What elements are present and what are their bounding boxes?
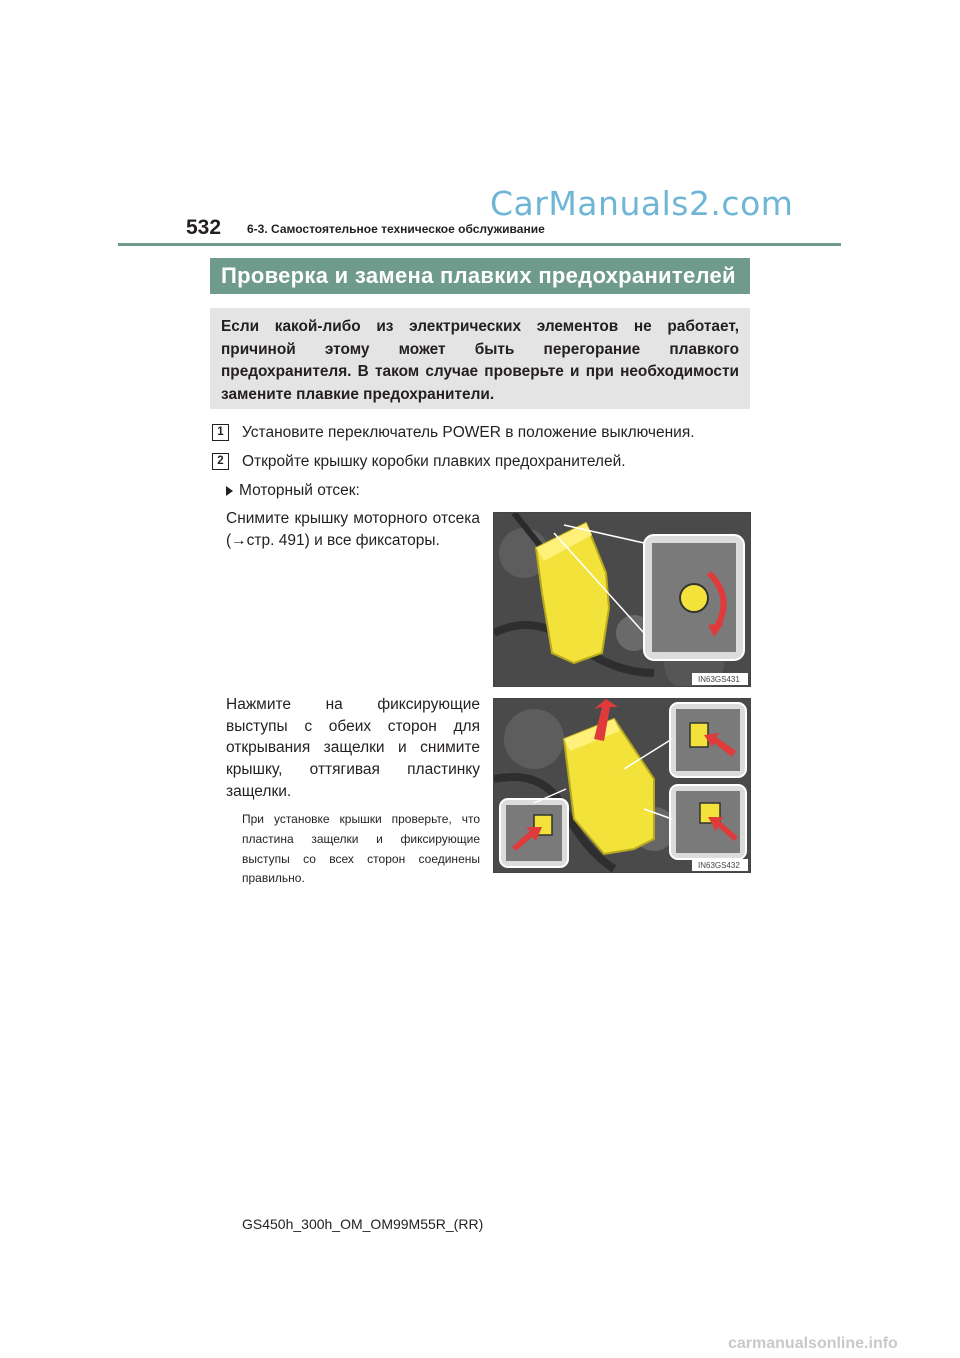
engine-compartment-image-1 — [493, 512, 751, 687]
intro-box: Если какой-либо из электрических элементов не работает, причиной этому может быть перегорание плавкого предохранителя. В таком случае проверьте и при необходимости замените плавкие предохранители. — [210, 308, 750, 409]
triangle-bullet-icon — [226, 486, 233, 496]
page-title: Проверка и замена плавких предохранителей — [210, 258, 750, 294]
image-code-label-1: IN63GS431 — [698, 675, 740, 684]
header-divider — [118, 243, 841, 246]
bullet-engine-compartment — [226, 482, 360, 500]
step-number-2: 2 — [212, 453, 229, 470]
section-title: 6-3. Самостоятельное техническое обслуживание — [247, 222, 545, 236]
paragraph-install-note: При установке крышки проверьте, что пластина защелки и фиксирующие выступы со всех сторон соединены правильно. — [242, 812, 480, 886]
page-number: 532 — [186, 216, 222, 239]
fuse-box-illustration-1 — [494, 513, 750, 686]
watermark-logo: CarManuals2.com — [490, 184, 794, 223]
watermark-bottom: carmanualsonline.info — [728, 1335, 898, 1352]
bullet-text: Моторный отсек: — [239, 482, 360, 499]
step-text-2: Откройте крышку коробки плавких предохранителей. — [242, 453, 626, 470]
engine-compartment-image-2 — [493, 698, 751, 873]
image-code-label-2: IN63GS432 — [698, 861, 740, 870]
fuse-box-illustration-2 — [494, 699, 750, 872]
paragraph-remove-cover: Снимите крышку моторного отсека (→стр. 491) и все фиксаторы. — [226, 510, 480, 549]
paragraph-press-tabs: Нажмите на фиксирующие выступы с обеих сторон для открывания защелки и снимите крышку, оттягивая пластинку защелки. — [226, 696, 480, 800]
step-number-1: 1 — [212, 424, 229, 441]
document-footer-code: GS450h_300h_OM_OM99M55R_(RR) — [242, 1216, 484, 1232]
step-text-1: Установите переключатель POWER в положение выключения. — [242, 424, 695, 441]
